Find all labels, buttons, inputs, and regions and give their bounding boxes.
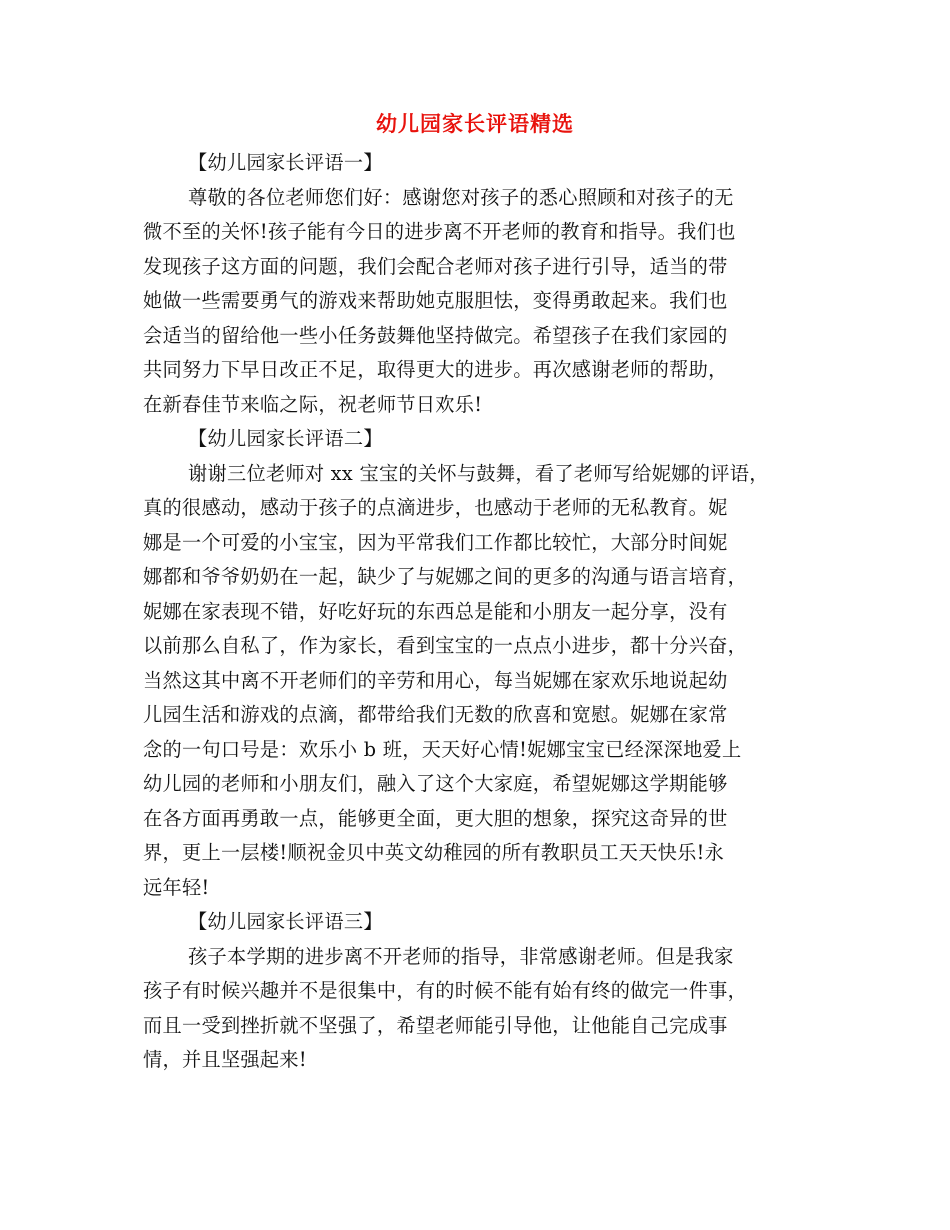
paragraph-line: 在各方面再勇敢一点，能够更全面，更大胆的想象，探究这奇异的世	[143, 806, 728, 830]
paragraph-line: 孩子有时候兴趣并不是很集中，有的时候不能有始有终的做完一件事，	[143, 979, 748, 1002]
paragraph-line: 娜是一个可爱的小宝宝，因为平常我们工作都比较忙，大部分时间妮	[143, 530, 728, 554]
document-title: 幼儿园家长评语精选	[376, 111, 574, 136]
paragraph-line: 念的一句口号是：欢乐小 b 班，天天好心情!妮娜宝宝已经深深地爱上	[143, 737, 742, 761]
paragraph-line: 她做一些需要勇气的游戏来帮助她克服胆怯，变得勇敢起来。我们也	[143, 289, 728, 312]
paragraph-line: 以前那么自私了，作为家长，看到宝宝的一点点小进步，都十分兴奋，	[143, 634, 748, 657]
paragraph-line: 发现孩子这方面的问题，我们会配合老师对孩子进行引导，适当的带	[143, 254, 728, 278]
paragraph-line: 幼儿园的老师和小朋友们，融入了这个大家庭，希望妮娜这学期能够	[143, 772, 728, 795]
paragraph-line: 在新春佳节来临之际，祝老师节日欢乐!	[143, 392, 483, 416]
paragraph-line: 微不至的关怀!孩子能有今日的进步离不开老师的教育和指导。我们也	[143, 220, 736, 243]
paragraph-line: 而且一受到挫折就不坚强了，希望老师能引导他，让他能自己完成事	[143, 1013, 728, 1037]
section-heading: 【幼儿园家长评语一】	[188, 151, 383, 174]
paragraph-line: 共同努力下早日改正不足，取得更大的进步。再次感谢老师的帮助，	[143, 358, 728, 381]
paragraph-line: 会适当的留给他一些小任务鼓舞他坚持做完。希望孩子在我们家园的	[143, 323, 728, 347]
paragraph-line: 远年轻!	[143, 875, 210, 899]
paragraph-line: 界，更上一层楼!顺祝金贝中英文幼稚园的所有教职员工天天快乐!永	[143, 841, 725, 864]
section-heading: 【幼儿园家长评语三】	[188, 910, 383, 933]
paragraph-line: 妮娜在家表现不错，好吃好玩的东西总是能和小朋友一起分享，没有	[143, 599, 728, 623]
paragraph-line: 娜都和爷爷奶奶在一起，缺少了与妮娜之间的更多的沟通与语言培育，	[143, 565, 748, 588]
paragraph-line: 孩子本学期的进步离不开老师的指导，非常感谢老师。但是我家	[188, 944, 734, 968]
paragraph-line: 尊敬的各位老师您们好：感谢您对孩子的悉心照顾和对孩子的无	[188, 185, 734, 209]
paragraph-line: 真的很感动，感动于孩子的点滴进步，也感动于老师的无私教育。妮	[143, 496, 728, 519]
paragraph-line: 情，并且坚强起来!	[143, 1048, 307, 1071]
document-body	[143, 146, 808, 1078]
paragraph-line: 谢谢三位老师对 xx 宝宝的关怀与鼓舞，看了老师写给妮娜的评语，	[188, 461, 769, 485]
section-heading: 【幼儿园家长评语二】	[188, 427, 383, 450]
paragraph-line: 儿园生活和游戏的点滴，都带给我们无数的欣喜和宽慰。妮娜在家常	[143, 703, 728, 726]
paragraph-line: 当然这其中离不开老师们的辛劳和用心，每当妮娜在家欢乐地说起幼	[143, 668, 728, 692]
